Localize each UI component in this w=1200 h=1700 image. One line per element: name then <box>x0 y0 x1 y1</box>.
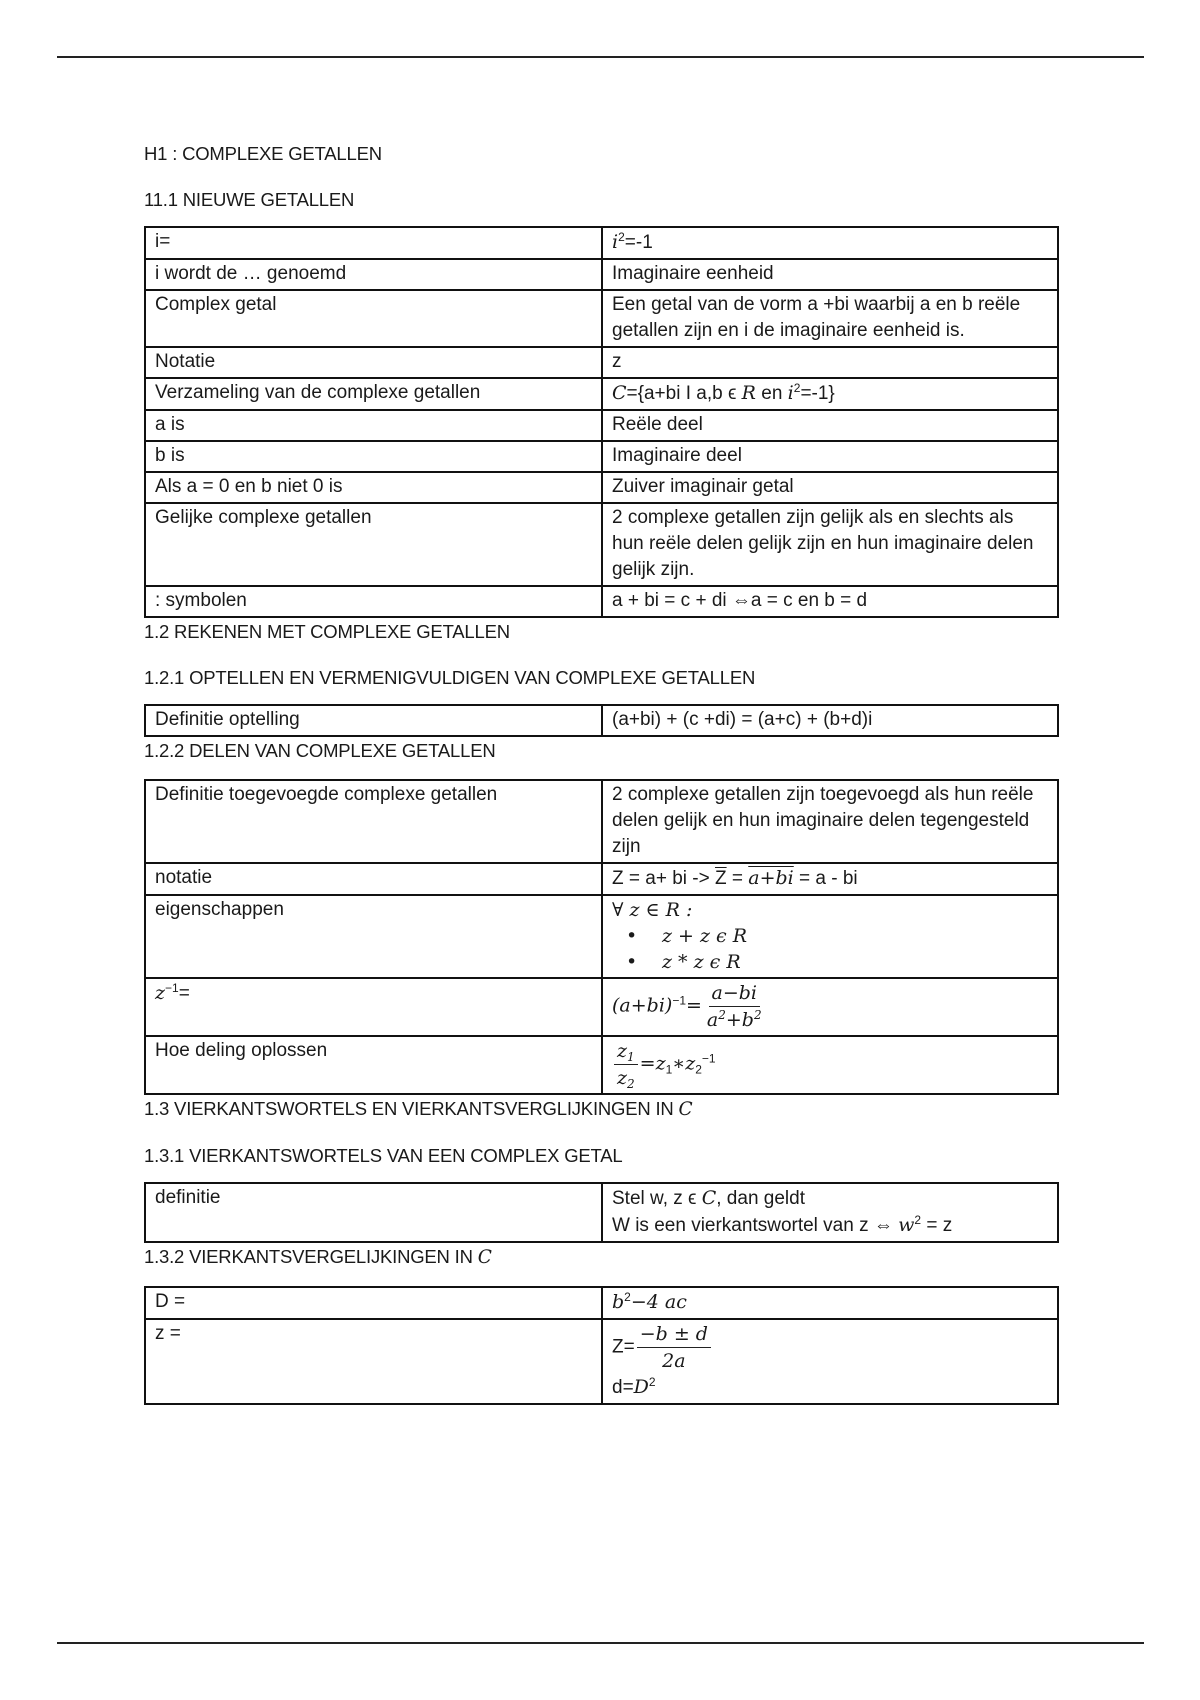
definition-text: W is een vierkantswortel van z ⇔ <box>612 1215 899 1236</box>
cell-value <box>602 863 1058 895</box>
section-title-122: 1.2.2 DELEN VAN COMPLEXE GETALLEN <box>144 740 496 761</box>
table-row <box>145 895 1058 978</box>
set-symbol-r: R <box>741 382 756 404</box>
fraction-denominator <box>614 1065 638 1091</box>
cell-value <box>602 378 1058 410</box>
cell-label: i= <box>145 227 602 259</box>
cell-label: Complex getal <box>145 290 602 347</box>
cell-value: Een getal van de vorm a +bi waarbij a en b reële getallen zijn en i de imaginaire eenheid is. <box>602 290 1058 347</box>
z2: z <box>617 1067 628 1089</box>
conjugate-expression: a+bi <box>748 867 794 889</box>
table-row <box>145 472 1058 503</box>
subscript: 2 <box>627 1077 635 1091</box>
cell-label: b is <box>145 441 602 472</box>
cell-value: a + bi = c + di ⇔a = c en b = d <box>602 586 1058 617</box>
set-text: ={a+bi I a,b ϵ <box>626 383 742 404</box>
cell-value: (a+bi) + (c +di) = (a+c) + (b+d)i <box>602 705 1058 736</box>
property-list <box>612 923 1048 975</box>
bottom-rule <box>57 1642 1144 1644</box>
table-row <box>145 503 1058 586</box>
set-symbol-c: C <box>678 1099 693 1120</box>
table-row <box>145 705 1058 736</box>
cell-value: 2 complexe getallen zijn toegevoegd als hun reële delen gelijk en hun imaginaire delen tegengesteld zijn <box>602 780 1058 863</box>
subscript: 1 <box>627 1050 635 1064</box>
exponent: 2 <box>753 1008 762 1022</box>
math-i: i <box>612 231 619 253</box>
property-quantifier: ∀ z ∈ R : <box>612 899 693 921</box>
cell-value: z <box>602 347 1058 378</box>
cell-value: Zuiver imaginair getal <box>602 472 1058 503</box>
cell-label: Definitie toegevoegde complexe getallen <box>145 780 602 863</box>
set-symbol-c: C <box>477 1247 492 1268</box>
exponent: 2 <box>793 381 801 395</box>
cell-label: : symbolen <box>145 586 602 617</box>
list-item: • z * z ϵ R <box>662 949 1048 975</box>
math-z: z <box>155 982 166 1004</box>
inverse-lhs: (a+bi) <box>612 994 673 1017</box>
table-row <box>145 1183 1058 1242</box>
table-row <box>145 259 1058 290</box>
cell-label: Definitie optelling <box>145 705 602 736</box>
cell-value <box>602 1036 1058 1094</box>
cell-label: Gelijke complexe getallen <box>145 503 602 586</box>
table-row <box>145 780 1058 863</box>
cell-label: a is <box>145 410 602 441</box>
notation-text: Z = a+ bi -> <box>612 868 715 889</box>
document-body <box>144 140 1059 1405</box>
cell-label: Als a = 0 en b niet 0 is <box>145 472 602 503</box>
definition-text: , dan geldt <box>716 1188 805 1209</box>
discriminant-tail: −4 ac <box>630 1291 687 1313</box>
set-text: en <box>755 383 788 404</box>
table-row <box>145 1036 1058 1094</box>
table-row <box>145 863 1058 895</box>
exponent: 2 <box>624 1290 631 1304</box>
cell-value: Reële deel <box>602 410 1058 441</box>
cell-label: eigenschappen <box>145 895 602 978</box>
exponent: −1 <box>672 993 686 1008</box>
cell-value: 2 complexe getallen zijn gelijk als en slechts als hun reële delen gelijk zijn en hun imaginaire delen gelijk zijn. <box>602 503 1058 586</box>
heading-text: 1.3 VIERKANTSWORTELS EN VIERKANTSVERGLIJKINGEN IN <box>144 1098 679 1119</box>
subscript: 2 <box>695 1062 702 1077</box>
fraction-denominator <box>704 1007 765 1033</box>
z1: z <box>617 1040 628 1062</box>
table-delen <box>144 779 1059 1095</box>
conjugate-z: $\overline{Z}$ <box>714 868 727 889</box>
formula-lhs: d= <box>612 1377 634 1398</box>
table-row <box>145 410 1058 441</box>
equals: = <box>686 994 702 1017</box>
table-row <box>145 1287 1058 1319</box>
notation-text: = <box>726 868 749 889</box>
inverse-fraction <box>704 980 765 1033</box>
section-title-121: 1.2.1 OPTELLEN EN VERMENIGVULDIGEN VAN COMPLEXE GETALLEN <box>144 667 756 688</box>
den-a: a <box>706 1009 719 1031</box>
cell-label: D = <box>145 1287 602 1319</box>
exponent: 2 <box>914 1213 922 1227</box>
section-title-13 <box>144 1095 1059 1124</box>
formula-line <box>612 1374 1048 1401</box>
cell-value: Imaginaire deel <box>602 441 1058 472</box>
rhs: =z <box>639 1052 666 1075</box>
cell-value <box>602 895 1058 978</box>
definition-line <box>612 1212 1048 1239</box>
set-symbol-c: C <box>612 382 627 404</box>
formula-line <box>612 1321 1048 1374</box>
top-rule <box>57 56 1144 58</box>
cell-label: definitie <box>145 1183 602 1242</box>
heading-text: 1.3.2 VIERKANTSVERGELIJKINGEN IN <box>144 1246 478 1267</box>
math-tail: = <box>178 983 190 1004</box>
table-row <box>145 978 1058 1036</box>
subscript: 1 <box>665 1062 673 1077</box>
definition-text: Stel w, z ϵ <box>612 1188 702 1209</box>
division-fraction <box>614 1038 638 1091</box>
table-vierkantsvergelijkingen <box>144 1286 1059 1405</box>
math-b: b <box>612 1291 625 1313</box>
exponent: 2 <box>618 230 625 244</box>
exponent: −1 <box>165 981 179 995</box>
section-title-131: 1.3.1 VIERKANTSWORTELS VAN EEN COMPLEX GETAL <box>144 1145 623 1166</box>
table-row <box>145 347 1058 378</box>
table-row <box>145 586 1058 617</box>
cell-value <box>602 227 1058 259</box>
set-text: =-1} <box>800 383 835 404</box>
cell-value <box>602 978 1058 1036</box>
set-symbol-c: C <box>701 1187 717 1209</box>
exponent: 2 <box>718 1008 726 1022</box>
math-w: w <box>898 1214 915 1236</box>
fraction-numerator: −b ± d <box>637 1321 711 1348</box>
cell-label <box>145 978 602 1036</box>
math-tail: =-1 <box>624 232 653 253</box>
cell-value <box>602 1287 1058 1319</box>
cell-label: Verzameling van de complexe getallen <box>145 378 602 410</box>
table-vierkantswortels <box>144 1182 1059 1243</box>
math-d: D <box>633 1376 649 1398</box>
definition-line <box>612 1185 1048 1212</box>
den-b: +b <box>725 1009 754 1031</box>
math-i: i <box>787 382 794 404</box>
list-item: • z + z ϵ R <box>662 923 1048 949</box>
cell-label: i wordt de … genoemd <box>145 259 602 290</box>
section-title-12: 1.2 REKENEN MET COMPLEXE GETALLEN <box>144 621 510 642</box>
exponent: 2 <box>648 1375 656 1389</box>
section-title-11: 11.1 NIEUWE GETALLEN <box>144 189 355 210</box>
table-row <box>145 378 1058 410</box>
table-row <box>145 1319 1058 1404</box>
cell-label: Notatie <box>145 347 602 378</box>
cell-value <box>602 1319 1058 1404</box>
root-fraction <box>637 1321 711 1374</box>
fraction-numerator: a−bi <box>709 980 761 1007</box>
rhs: ∗z <box>672 1052 696 1075</box>
cell-label: notatie <box>145 863 602 895</box>
fraction-denominator: 2a <box>662 1350 686 1372</box>
definition-text: = z <box>921 1215 953 1236</box>
section-title-132 <box>144 1243 1059 1272</box>
exponent: −1 <box>701 1051 716 1066</box>
chapter-title: H1 : COMPLEXE GETALLEN <box>144 143 382 164</box>
table-nieuwe-getallen <box>144 226 1059 618</box>
cell-value: Imaginaire eenheid <box>602 259 1058 290</box>
formula-lhs: Z= <box>612 1336 635 1358</box>
table-row <box>145 227 1058 259</box>
table-optellen <box>144 704 1059 737</box>
cell-label: Hoe deling oplossen <box>145 1036 602 1094</box>
table-row <box>145 441 1058 472</box>
table-row <box>145 290 1058 347</box>
cell-label: z = <box>145 1319 602 1404</box>
fraction-numerator <box>614 1038 638 1065</box>
cell-value <box>602 1183 1058 1242</box>
notation-text: = a - bi <box>793 868 858 889</box>
